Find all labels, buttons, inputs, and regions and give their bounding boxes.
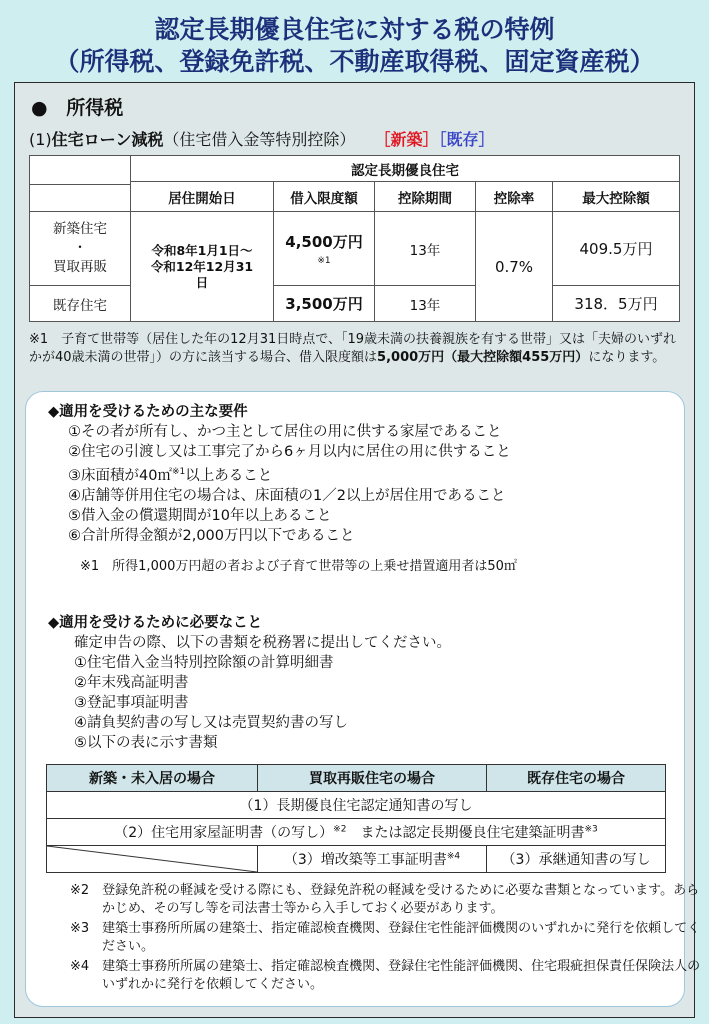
requirements-box	[25, 391, 701, 1007]
docs-row-3-right: （3）承継通知書の写し	[487, 846, 666, 873]
row-old-label: 既存住宅	[30, 286, 131, 322]
period-cell	[131, 212, 274, 322]
docs-header-existing: 既存住宅の場合	[487, 765, 666, 792]
list-item: ⑤借入金の償還期間が10年以上あること	[68, 507, 332, 524]
list-item: ①その者が所有し、かつ主として居住の用に供する家屋であること	[68, 424, 502, 440]
docs-table	[46, 764, 666, 873]
period-line-3: 日	[195, 274, 209, 290]
sub-prefix: (1)	[29, 130, 52, 149]
docs-row-2-a: （2）住宅用家屋証明書（の写し）	[114, 825, 334, 841]
new-years: 13年	[375, 212, 476, 286]
docs-row-3-mid-sup: ※4	[446, 851, 461, 862]
new-limit-cell	[274, 212, 375, 286]
row-new-label-1: 新築住宅	[53, 221, 107, 237]
page-subtitle: （所得税、登録免許税、不動産取得税、固定資産税）	[54, 47, 655, 76]
docs-row-2	[47, 819, 666, 846]
row-new-label	[30, 212, 131, 286]
list-item: ③登記事項証明書	[74, 695, 189, 711]
req-note: ※1 所得1,000万円超の者および子育て世帯等の上乗せ措置適用者は50㎡	[80, 559, 517, 574]
new-limit: 4,500万円	[285, 233, 363, 251]
docs-row-1: （1）長期優良住宅認定通知書の写し	[47, 792, 666, 819]
note-1-part1: ※1 子育て世帯等（居住した年の12月31日時点で、「19歳未満の扶養親族を有する世帯」又は「夫婦のいずれかが40歳未満の世帯」）の方に該当する場合、借入限度額は	[29, 332, 677, 365]
tag-old: ［既存］	[438, 130, 495, 149]
list-item: ②住宅の引渡し又は工事完了から6ヶ月以内に居住の用に供すること	[68, 444, 511, 460]
old-years: 13年	[375, 286, 476, 322]
need-intro: 確定申告の際、以下の書類を税務署に提出してください。	[74, 635, 451, 651]
loan-table	[29, 155, 680, 322]
list-item: ②年末残高証明書	[74, 675, 189, 691]
old-max: 318．5万円	[553, 286, 680, 322]
need-heading: ◆適用を受けるために必要なこと	[48, 615, 263, 631]
header-period: 控除期間	[375, 182, 476, 212]
list-item: ④店舗等併用住宅の場合は、床面積の1／2以上が居住用であること	[68, 487, 506, 504]
docs-row-2-b: または認定長期優良住宅建築証明書	[346, 825, 585, 841]
old-limit: 3,500万円	[274, 286, 375, 322]
header-limit: 借入限度額	[274, 182, 375, 212]
sub-bold: 住宅ローン減税	[51, 130, 164, 149]
note-1	[29, 331, 679, 367]
subsection-heading	[29, 127, 495, 150]
docs-empty-cell	[47, 846, 258, 873]
list-item	[68, 462, 511, 486]
table-corner	[30, 156, 131, 212]
row-new-label-2: ・	[73, 240, 87, 256]
rate-cell: 0.7%	[476, 212, 553, 322]
note-1-part2: になります。	[588, 350, 666, 365]
header-start-date: 居住開始日	[131, 182, 274, 212]
req-item-3-sup: ※1	[171, 467, 186, 477]
super-header: 認定長期優良住宅	[131, 156, 680, 182]
need-list	[74, 633, 451, 753]
income-tax-panel	[14, 82, 701, 1018]
section-heading-label: 所得税	[66, 97, 124, 119]
period-line-2: 令和12年12月31	[150, 258, 254, 274]
footnote-4: ※4 建築士事務所所属の建築士、指定確認検査機関、登録住宅性能評価機関、住宅瑕疵担保責任保険法人のいずれかに発行を依頼してください。	[70, 959, 701, 992]
footnote-2: ※2 登録免許税の軽減を受ける際にも、登録免許税の軽減を受けるために必要な書類となっています。あらかじめ、その写し等を司法書士等から入手しておく必要があります。	[70, 883, 700, 916]
period-line-1: 令和8年1月1日～	[151, 242, 253, 258]
tag-new: ［新築］	[374, 130, 439, 149]
new-limit-note: ※1	[317, 256, 331, 266]
diagonal-line-icon	[30, 156, 130, 211]
list-item: ④請負契約書の写し又は売買契約書の写し	[74, 715, 348, 731]
header-max: 最大控除額	[553, 182, 680, 212]
footnote-3: ※3 建築士事務所所属の建築士、指定確認検査機関、登録住宅性能評価機関のいずれかに発行を依頼してください。	[70, 921, 701, 954]
row-new-label-3: 買取再販	[53, 259, 107, 275]
page-title: 認定長期優良住宅に対する税の特例	[154, 15, 555, 44]
docs-row-2-sup2: ※3	[584, 824, 598, 835]
req-item-3-tail: 以上あること	[185, 467, 273, 484]
list-item: ⑤以下の表に示す書類	[74, 735, 218, 751]
diagonal-line-icon	[47, 846, 257, 872]
docs-row-2-sup1: ※2	[333, 824, 347, 835]
docs-row-3-mid	[258, 846, 487, 873]
req-heading: ◆適用を受けるための主な要件	[48, 404, 248, 420]
sub-paren: （住宅借入金等特別控除）	[163, 130, 356, 149]
note-1-bold: 5,000万円（最大控除額455万円）	[377, 350, 589, 365]
docs-header-new: 新築・未入居の場合	[47, 765, 258, 792]
docs-row-3-mid-text: （3）増改築等工事証明書	[283, 852, 447, 868]
bullet-icon: ●	[31, 97, 48, 119]
section-heading	[31, 93, 123, 120]
req-list	[68, 422, 511, 546]
list-item: ⑥合計所得金額が2,000万円以下であること	[68, 527, 355, 544]
list-item: ①住宅借入金当特別控除額の計算明細書	[74, 655, 334, 671]
req-item-3: ③床面積が40㎡	[68, 467, 172, 484]
header-rate: 控除率	[476, 182, 553, 212]
new-max: 409.5万円	[553, 212, 680, 286]
docs-header-resale: 買取再販住宅の場合	[258, 765, 487, 792]
